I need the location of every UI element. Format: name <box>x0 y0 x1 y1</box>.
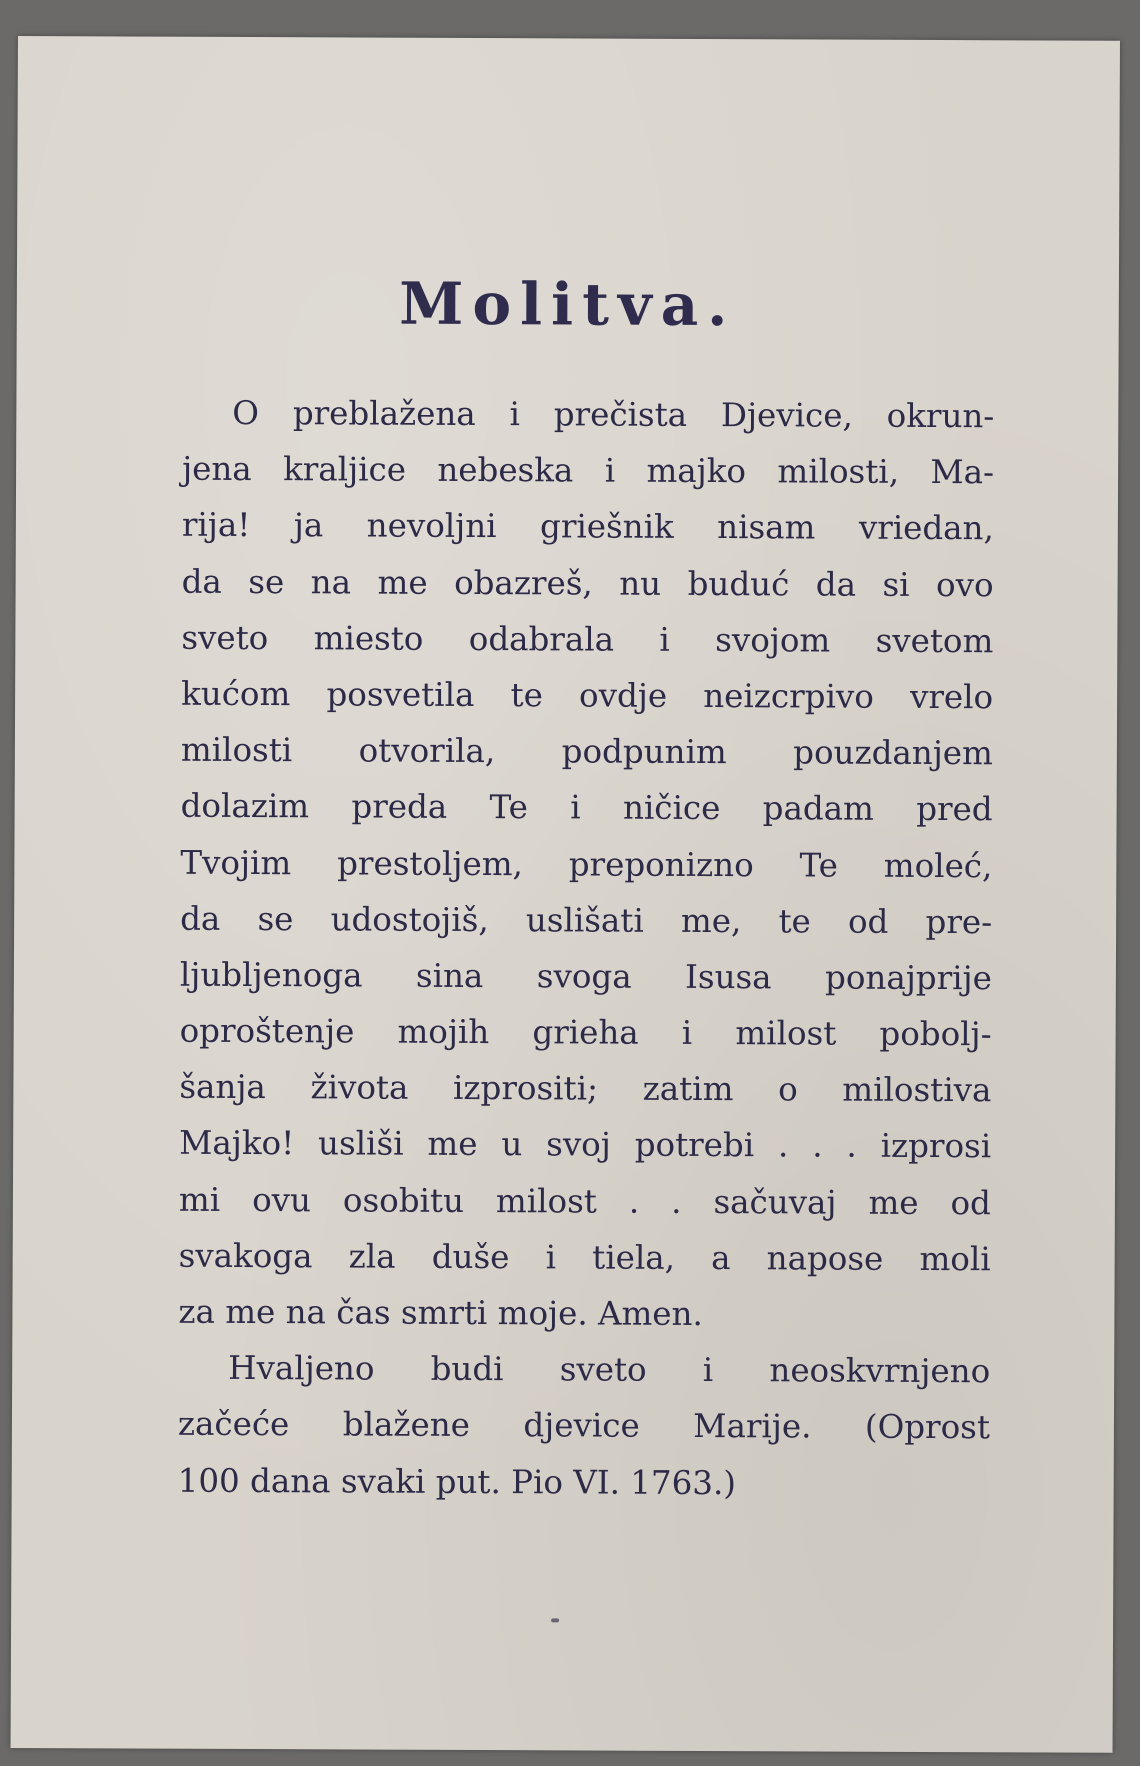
praise-line: začeće blažene djevice Marije. (Oprost <box>177 1405 991 1447</box>
prayer-card <box>11 36 1120 1753</box>
prayer-line: kućom posvetila te ovdje neizcrpivo vrelo <box>181 674 994 717</box>
prayer-line: da se na me obazreš, nu buduć da si ovo <box>181 562 994 604</box>
prayer-line: sveto miesto odabrala i svojom svetom <box>181 618 994 661</box>
prayer-line: milosti otvorila, podpunim pouzdanjem <box>180 730 993 773</box>
prayer-line: Tvojim prestoljem, preponizno Te moleć, <box>180 843 993 885</box>
ink-speck <box>551 1618 559 1622</box>
prayer-line: O preblažena i prečista Djevice, okrun- <box>232 393 995 436</box>
prayer-line: šanja života izprositi; zatim o milostiva <box>179 1067 992 1110</box>
prayer-body <box>178 385 995 1512</box>
praise-line: 100 dana svaki put. Pio VI. 1763.) <box>177 1461 737 1502</box>
prayer-line: dolazim preda Te i ničice padam pred <box>180 787 993 829</box>
prayer-line: oproštenje mojih grieha i milost pobolj- <box>179 1011 992 1054</box>
prayer-line: Majko! usliši me u svoj potrebi . . . izprosi <box>179 1124 992 1166</box>
prayer-line: mi ovu osobitu milost . . sačuvaj me od <box>178 1180 992 1222</box>
prayer-line: jena kraljice nebeska i majko milosti, Ma- <box>182 449 995 492</box>
prayer-line: da se udostojiš, uslišati me, te od pre- <box>180 899 993 941</box>
prayer-line: ljubljenoga sina svoga Isusa ponajprije <box>179 955 992 998</box>
prayer-line: za me na čas smrti moje. Amen. <box>178 1292 703 1334</box>
prayer-line: rija! ja nevoljni griešnik nisam vriedan, <box>181 506 994 548</box>
praise-line: Hvaljeno budi sveto i neoskvrnjeno <box>228 1349 991 1391</box>
prayer-line: svakoga zla duše i tiela, a napose moli <box>178 1236 991 1279</box>
prayer-title: Molitva. <box>399 269 737 340</box>
